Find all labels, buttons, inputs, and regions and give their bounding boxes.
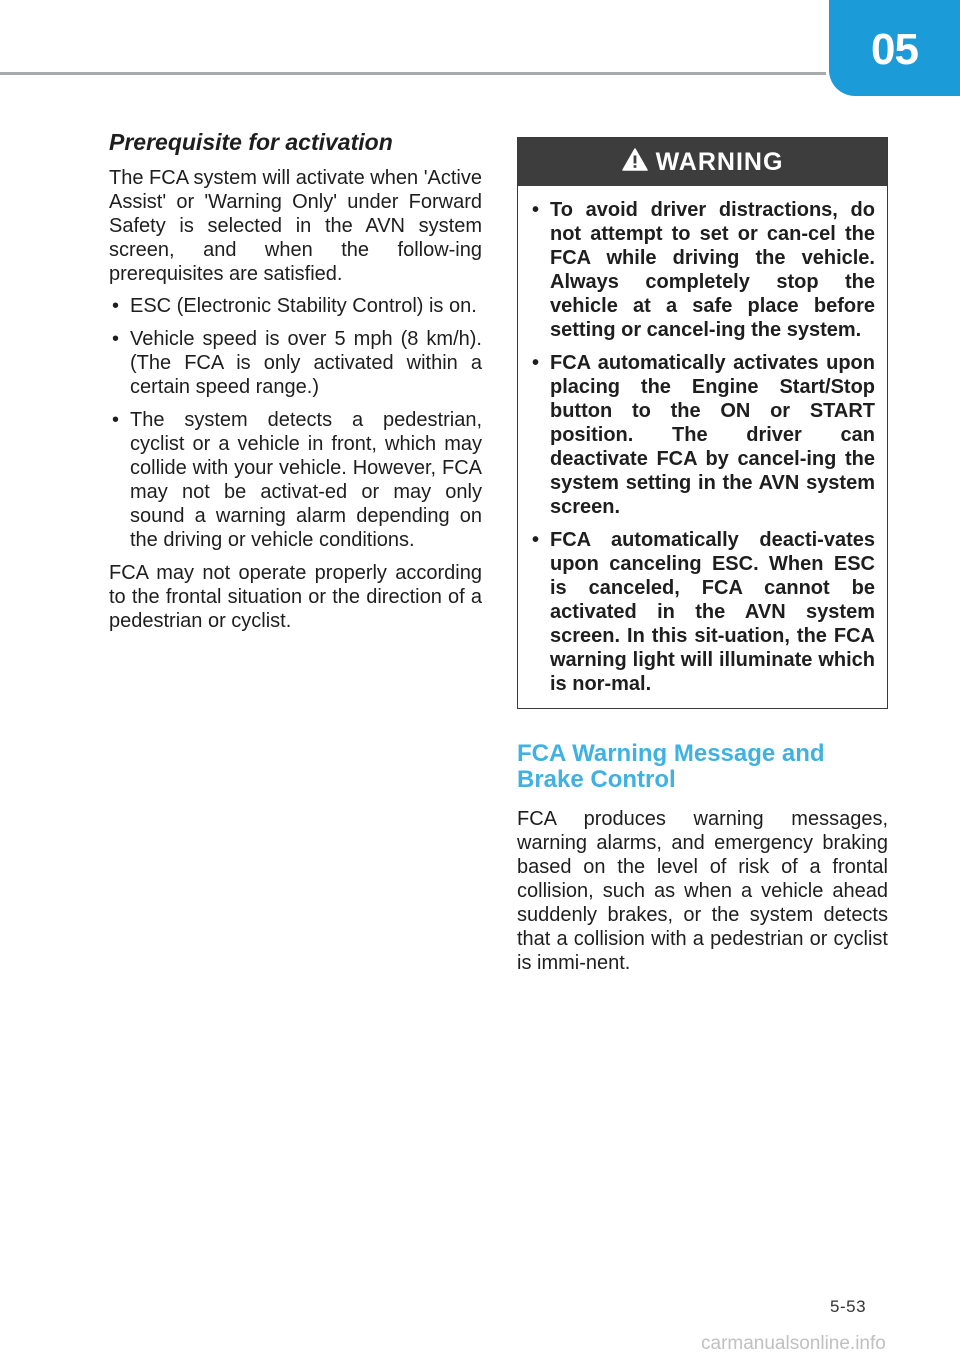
prerequisite-list <box>109 294 482 552</box>
header-rule <box>0 72 826 75</box>
list-item: • FCA automatically deacti-vates upon canceling ESC. When ESC is canceled, FCA cannot be activated in the AVN system screen. In this sit-uation, the FCA warning light will illuminate which is nor-mal. <box>529 528 875 696</box>
footer-watermark: carmanualsonline.info <box>701 1333 886 1354</box>
page-number: 5-53 <box>830 1297 867 1316</box>
list-item: • The system detects a pedestrian, cyclist or a vehicle in front, which may collide with your vehicle. However, FCA may not be activat-ed or may only sound a warning alarm depending on the driving or vehicle conditions. <box>109 408 482 552</box>
warning-title: WARNING <box>655 147 784 176</box>
list-item: • Vehicle speed is over 5 mph (8 km/h). (The FCA is only activated within a certain speed range.) <box>109 327 482 399</box>
right-column <box>517 137 888 975</box>
prerequisite-heading: Prerequisite for activation <box>109 129 393 155</box>
list-item: • To avoid driver distractions, do not attempt to set or can-cel the FCA while driving the vehicle. Always completely stop the vehicle at a safe place before setting or cancel-ing the system. <box>529 198 875 342</box>
left-column <box>109 128 482 633</box>
intro-paragraph: The FCA system will activate when 'Active Assist' or 'Warning Only' under Forward Safety is selected in the AVN system screen, and when the follow-ing prerequisites are satisfied. <box>109 167 482 285</box>
list-item: • FCA automatically activates upon placing the Engine Start/Stop button to the ON or START position. The driver can deactivate FCA by cancel-ing the system setting in the AVN system screen. <box>529 351 875 519</box>
closing-paragraph: FCA may not operate properly according to the frontal situation or the direction of a pedestrian or cyclist. <box>109 562 482 632</box>
warning-triangle-icon <box>622 148 648 176</box>
list-item: • ESC (Electronic Stability Control) is on. <box>109 294 482 318</box>
warning-list <box>529 198 875 696</box>
warning-box <box>517 137 888 709</box>
section-body: FCA produces warning messages, warning alarms, and emergency braking based on the level of risk of a frontal collision, such as when a vehicle ahead suddenly brakes, or the system detects that a collision with a pedestrian or cyclist is immi-nent. <box>517 808 888 974</box>
chapter-tab: 05 <box>829 0 960 96</box>
warning-body <box>518 186 887 708</box>
warning-header <box>518 138 887 186</box>
section-title: FCA Warning Message and Brake Control <box>517 740 825 793</box>
